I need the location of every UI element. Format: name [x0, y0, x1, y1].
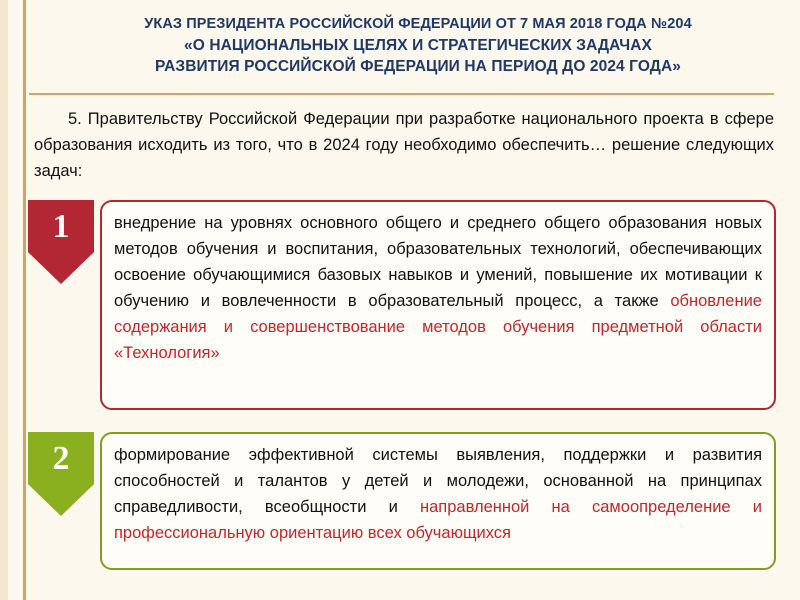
title-line-1: УКАЗ ПРЕЗИДЕНТА РОССИЙСКОЙ ФЕДЕРАЦИИ ОТ 7 МАЯ 2018 ГОДА №204	[144, 16, 692, 32]
task-number-1: 1	[52, 208, 70, 245]
title-line-2: «О НАЦИОНАЛЬНЫХ ЦЕЛЯХ И СТРАТЕГИЧЕСКИХ ЗАДАЧАХ	[184, 37, 652, 54]
title-divider	[29, 93, 774, 95]
lead-paragraph	[34, 106, 774, 184]
task-number-badge-2	[28, 432, 94, 516]
decorative-left-bar-inner	[0, 0, 8, 600]
slide-title	[62, 14, 774, 77]
task-item-1	[28, 200, 776, 410]
task-number-badge-1	[28, 200, 94, 284]
task-2-text-highlight: направленной на самоопределение и профессиональную ориентацию всех обучающихся	[114, 498, 762, 542]
task-number-2: 2	[52, 440, 70, 477]
decorative-left-bar	[0, 0, 26, 600]
task-item-2	[28, 432, 776, 570]
lead-paragraph-text: 5. Правительству Российской Федерации при разработке национального проекта в сфере образования исходить из того, что в 2024 году необходимо обеспечить… решение следующих задач:	[34, 110, 774, 180]
task-1-text-highlight: обновление содержания и совершенствование методов обучения предметной области «Технология»	[114, 292, 762, 362]
task-card-1	[100, 200, 776, 410]
title-line-3: РАЗВИТИЯ РОССИЙСКОЙ ФЕДЕРАЦИИ НА ПЕРИОД ДО 2024 ГОДА»	[155, 58, 681, 75]
task-1-text-plain: внедрение на уровнях основного общего и среднего общего образования новых методов обучения и воспитания, образовательных технологий, обеспечивающих освоение обучающимися базовых навыков и умений, повышение их мотивации к обучению и вовлеченности в образовательный процесс, а также	[114, 214, 762, 310]
task-card-2	[100, 432, 776, 570]
task-2-text-plain: формирование эффективной системы выявления, поддержки и развития способностей и талантов у детей и молодежи, основанной на принципах справедливости, всеобщности и	[114, 446, 762, 516]
